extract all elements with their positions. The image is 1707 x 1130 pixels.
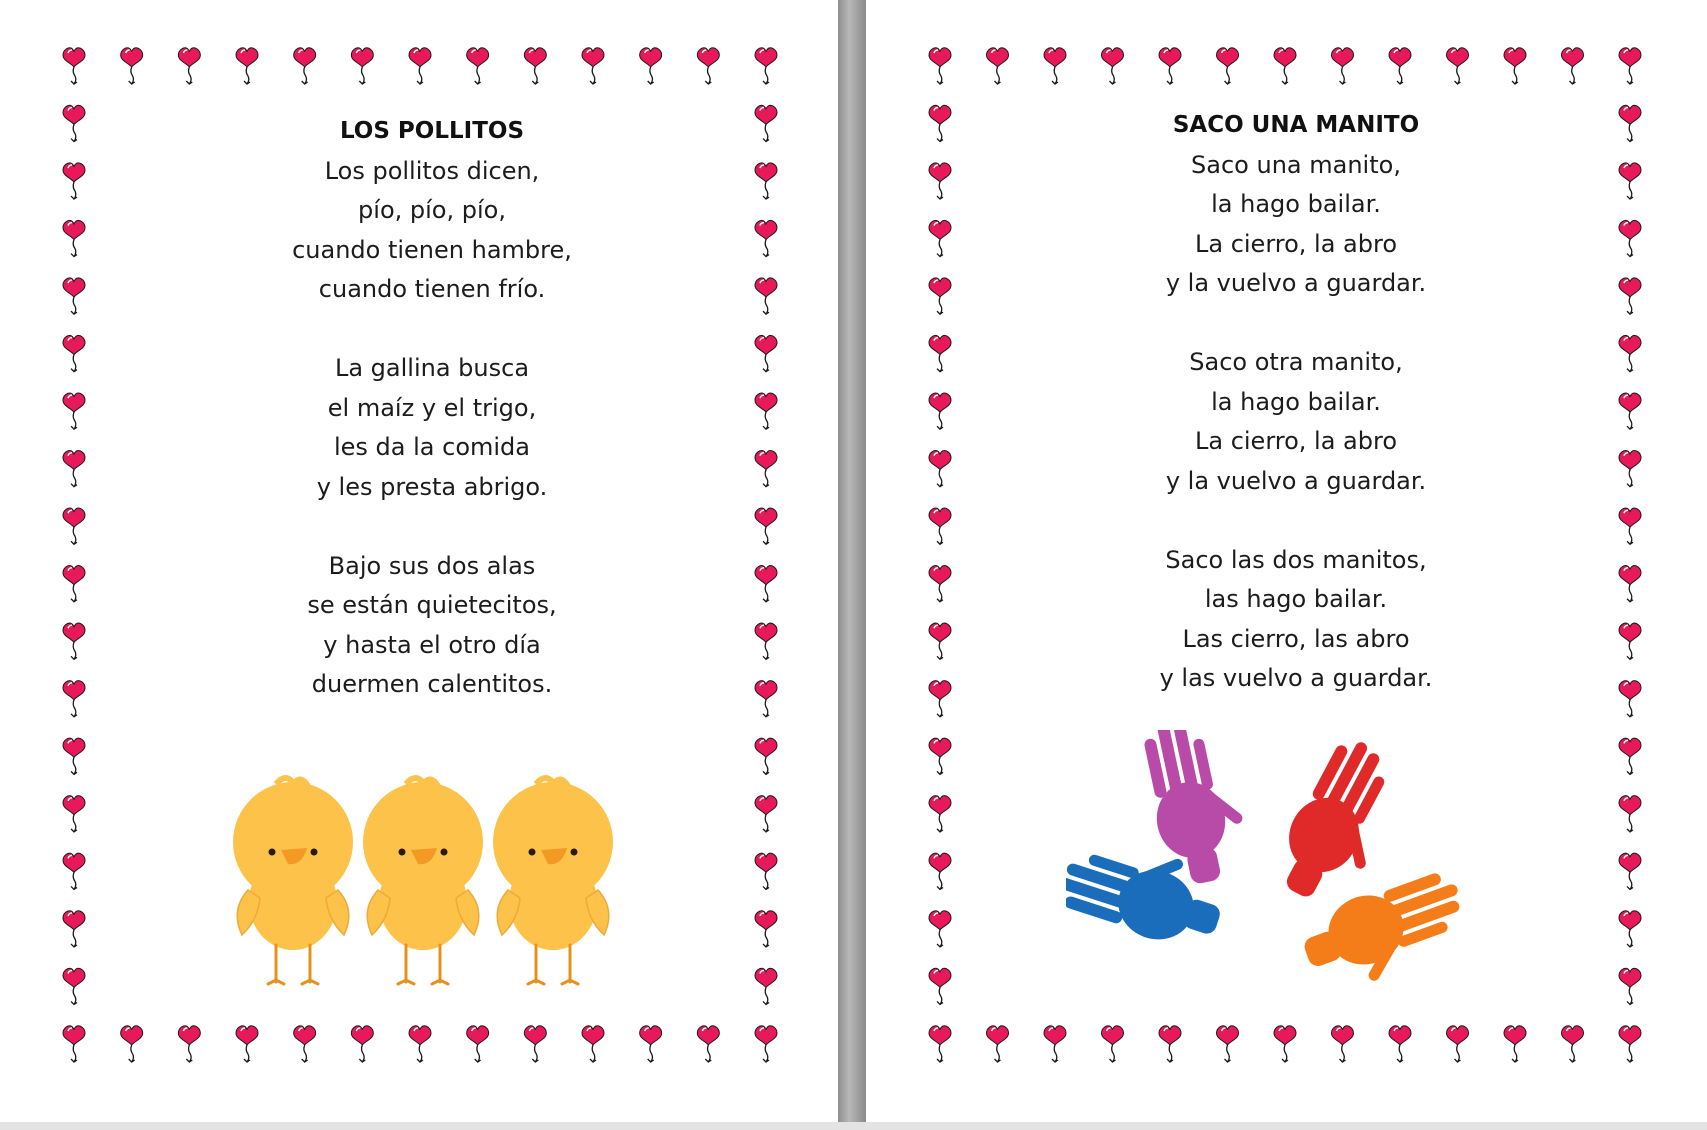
poem-line: y hasta el otro día xyxy=(323,630,541,659)
heart-balloon-icon xyxy=(929,968,951,1004)
page-right xyxy=(866,0,1707,1122)
poem-line: La gallina busca xyxy=(334,354,530,382)
heart-balloon-icon xyxy=(63,163,85,199)
poem-line: les da la comida xyxy=(333,433,530,461)
heart-balloon-icon xyxy=(178,1026,200,1062)
heart-balloon-icon xyxy=(63,738,85,774)
heart-balloon-icon xyxy=(294,1026,316,1062)
poem-line: la hago bailar. xyxy=(1211,190,1381,218)
heart-balloon-icon xyxy=(755,1026,777,1062)
heart-balloon-icon xyxy=(1217,48,1239,84)
poem-line: Saco otra manito, xyxy=(1189,348,1403,376)
heart-balloon-icon xyxy=(236,1026,258,1062)
heart-balloon-icon xyxy=(63,393,85,429)
heart-balloon-icon xyxy=(929,105,951,141)
poem-line: el maíz y el trigo, xyxy=(327,393,537,422)
heart-balloon-icon xyxy=(1102,48,1124,84)
heart-balloon-icon xyxy=(1447,48,1469,84)
heart-balloon-icon xyxy=(929,451,951,487)
heart-balloon-icon xyxy=(929,623,951,659)
heart-balloon-icon xyxy=(1619,968,1641,1004)
heart-balloon-icon xyxy=(755,335,777,371)
poem-line: y la vuelvo a guardar. xyxy=(1165,466,1427,495)
heart-balloon-icon xyxy=(929,163,951,199)
heart-balloon-icon xyxy=(755,681,777,717)
heart-balloon-icon xyxy=(121,48,143,84)
heart-balloon-icon xyxy=(755,48,777,84)
heart-balloon-icon xyxy=(697,1026,719,1062)
heart-balloon-icon xyxy=(63,911,85,947)
chicks-illustration xyxy=(228,770,628,1000)
heart-balloon-icon xyxy=(640,1026,662,1062)
heart-balloon-icon xyxy=(1159,48,1181,84)
heart-balloon-icon xyxy=(1562,1026,1584,1062)
heart-balloon-icon xyxy=(63,451,85,487)
heart-balloon-icon xyxy=(755,566,777,602)
heart-balloon-icon xyxy=(929,738,951,774)
heart-balloon-icon xyxy=(236,48,258,84)
poem-title: SACO UNA MANITO xyxy=(1172,112,1420,138)
heart-balloon-icon xyxy=(121,1026,143,1062)
heart-balloon-icon xyxy=(929,566,951,602)
poem-line: cuando tienen hambre, xyxy=(292,235,572,264)
poem-line: las hago bailar. xyxy=(1204,585,1388,613)
poem-line: Los pollitos dicen, xyxy=(324,156,540,185)
stanza-1 xyxy=(1081,146,1511,304)
heart-balloon-icon xyxy=(755,451,777,487)
heart-balloon-icon xyxy=(351,1026,373,1062)
heart-balloon-icon xyxy=(1044,48,1066,84)
heart-balloon-icon xyxy=(1619,796,1641,832)
poem-line: Saco las dos manitos, xyxy=(1165,545,1427,574)
heart-balloon-icon xyxy=(351,48,373,84)
heart-balloon-icon xyxy=(929,48,951,84)
heart-balloon-icon xyxy=(929,278,951,314)
heart-balloon-icon xyxy=(755,796,777,832)
heart-balloon-icon xyxy=(987,1026,1009,1062)
heart-balloon-icon xyxy=(1619,220,1641,256)
poem-saco-una-manito xyxy=(1081,106,1511,738)
heart-balloon-icon xyxy=(1619,48,1641,84)
poem-line: y les presta abrigo. xyxy=(316,472,548,501)
heart-balloon-icon xyxy=(1332,48,1354,84)
stanza-3 xyxy=(1081,541,1511,699)
heart-balloon-icon xyxy=(63,1026,85,1062)
heart-balloon-icon xyxy=(929,508,951,544)
heart-balloon-icon xyxy=(640,48,662,84)
poem-line: Bajo sus dos alas xyxy=(328,551,536,580)
stanza-2 xyxy=(222,349,642,507)
heart-balloon-icon xyxy=(63,566,85,602)
heart-balloon-icon xyxy=(524,48,546,84)
heart-balloon-icon xyxy=(1619,393,1641,429)
heart-balloon-icon xyxy=(755,623,777,659)
poem-title: LOS POLLITOS xyxy=(339,118,525,144)
heart-balloon-icon xyxy=(755,911,777,947)
heart-balloon-icon xyxy=(755,508,777,544)
book-gutter xyxy=(838,0,866,1130)
heart-balloon-icon xyxy=(755,163,777,199)
heart-balloon-icon xyxy=(755,853,777,889)
heart-balloon-icon xyxy=(1619,738,1641,774)
purple-hand-icon xyxy=(1137,730,1256,890)
heart-balloon-icon xyxy=(1332,1026,1354,1062)
heart-balloon-icon xyxy=(1619,623,1641,659)
heart-balloon-icon xyxy=(63,335,85,371)
heart-balloon-icon xyxy=(697,48,719,84)
poem-line: Las cierro, las abro xyxy=(1182,624,1410,653)
heart-balloon-icon xyxy=(63,508,85,544)
heart-balloon-icon xyxy=(1619,1026,1641,1062)
handprints-illustration xyxy=(1066,730,1506,1000)
heart-balloon-icon xyxy=(1504,48,1526,84)
stanza-2 xyxy=(1081,343,1511,501)
poem-line: cuando tienen frío. xyxy=(318,275,546,303)
heart-balloon-icon xyxy=(1619,911,1641,947)
chick-icon xyxy=(233,778,353,984)
heart-balloon-icon xyxy=(755,968,777,1004)
heart-balloon-icon xyxy=(178,48,200,84)
poem-line: se están quietecitos, xyxy=(307,591,557,619)
heart-balloon-icon xyxy=(929,393,951,429)
heart-balloon-icon xyxy=(929,796,951,832)
heart-balloon-icon xyxy=(755,393,777,429)
poem-line: La cierro, la abro xyxy=(1194,427,1398,455)
heart-balloon-icon xyxy=(1504,1026,1526,1062)
heart-balloon-icon xyxy=(1619,508,1641,544)
heart-balloon-icon xyxy=(524,1026,546,1062)
heart-balloon-icon xyxy=(467,1026,489,1062)
heart-balloon-icon xyxy=(582,1026,604,1062)
heart-balloon-icon xyxy=(1217,1026,1239,1062)
heart-balloon-icon xyxy=(1274,1026,1296,1062)
heart-balloon-icon xyxy=(987,48,1009,84)
poem-line: Saco una manito, xyxy=(1191,150,1401,179)
heart-balloon-icon xyxy=(1562,48,1584,84)
poem-line: la hago bailar. xyxy=(1211,387,1381,416)
heart-balloon-icon xyxy=(755,278,777,314)
heart-balloon-icon xyxy=(63,681,85,717)
poem-line: y la vuelvo a guardar. xyxy=(1165,269,1427,297)
heart-balloon-icon xyxy=(929,681,951,717)
heart-balloon-icon xyxy=(1159,1026,1181,1062)
heart-balloon-icon xyxy=(409,1026,431,1062)
heart-balloon-icon xyxy=(63,48,85,84)
heart-balloon-icon xyxy=(1619,566,1641,602)
heart-balloon-icon xyxy=(63,968,85,1004)
heart-balloon-icon xyxy=(582,48,604,84)
heart-balloon-icon xyxy=(63,278,85,314)
heart-balloon-icon xyxy=(1447,1026,1469,1062)
heart-balloon-icon xyxy=(1619,278,1641,314)
heart-balloon-icon xyxy=(929,1026,951,1062)
heart-balloon-icon xyxy=(929,853,951,889)
poem-line: La cierro, la abro xyxy=(1194,229,1398,258)
orange-hand-icon xyxy=(1294,864,1478,1000)
poem-line: y las vuelvo a guardar. xyxy=(1159,664,1433,692)
heart-balloon-icon xyxy=(1389,48,1411,84)
heart-balloon-icon xyxy=(1102,1026,1124,1062)
poem-line: pío, pío, pío, xyxy=(358,196,506,224)
heart-balloon-icon xyxy=(63,853,85,889)
heart-balloon-icon xyxy=(1044,1026,1066,1062)
heart-balloon-icon xyxy=(1619,853,1641,889)
page-left xyxy=(0,0,838,1122)
poem-line: duermen calentitos. xyxy=(311,670,553,698)
heart-balloon-icon xyxy=(1389,1026,1411,1062)
heart-balloon-icon xyxy=(929,911,951,947)
heart-balloon-icon xyxy=(1619,105,1641,141)
heart-balloon-icon xyxy=(467,48,489,84)
heart-balloon-icon xyxy=(1619,451,1641,487)
heart-balloon-icon xyxy=(755,738,777,774)
stanza-3 xyxy=(222,547,642,705)
heart-balloon-icon xyxy=(755,105,777,141)
heart-balloon-icon xyxy=(1274,48,1296,84)
heart-balloon-icon xyxy=(929,335,951,371)
heart-balloon-icon xyxy=(1619,163,1641,199)
page-bottom-edge xyxy=(0,1122,1707,1130)
heart-balloon-icon xyxy=(1619,681,1641,717)
heart-balloon-icon xyxy=(1619,335,1641,371)
heart-balloon-icon xyxy=(63,623,85,659)
stanza-1 xyxy=(222,152,642,310)
heart-balloon-icon xyxy=(63,796,85,832)
heart-balloon-icon xyxy=(63,105,85,141)
heart-balloon-icon xyxy=(929,220,951,256)
poem-los-pollitos xyxy=(222,112,642,744)
heart-balloon-icon xyxy=(63,220,85,256)
heart-balloon-icon xyxy=(294,48,316,84)
heart-balloon-icon xyxy=(409,48,431,84)
heart-balloon-icon xyxy=(755,220,777,256)
